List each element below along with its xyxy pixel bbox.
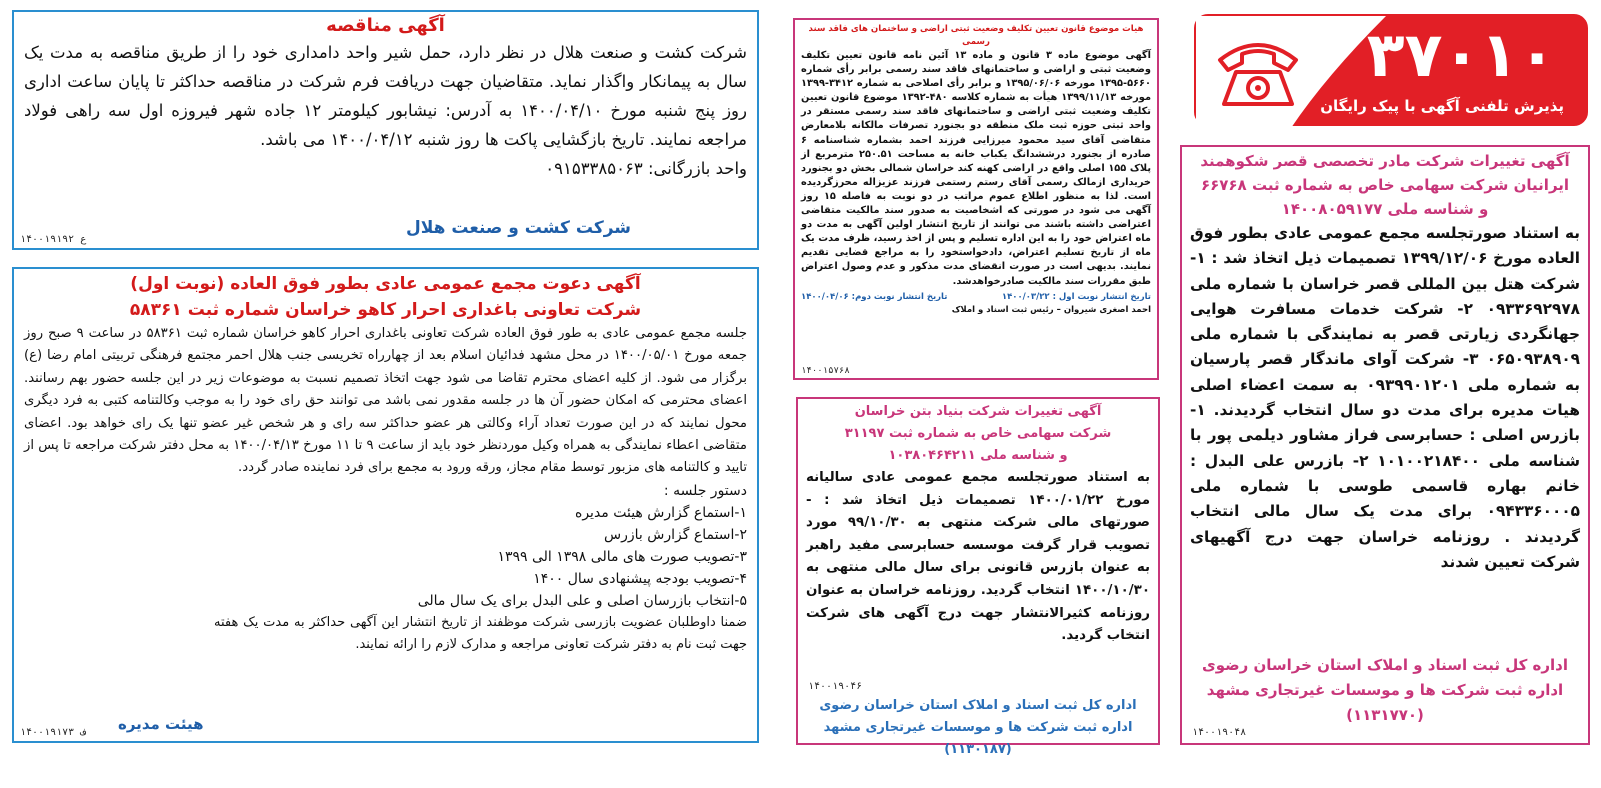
tender-title: آگهی مناقصه — [326, 15, 445, 36]
phone-banner — [1194, 14, 1588, 126]
property-body: آگهی موضوع ماده ۳ قانون و ماده ۱۳ آئین نامه قانون تعیین تکلیف وضعیت ثبتی و اراضی و ساختمانهای فاقد سند رسمی برابر رأی شماره ۵۶۶۰-۱۳۹۵ مورخه ۱۳۹۵/۰۶/۰۶ و برابر رأی اصلاحی به شماره ۳۴۱۲-۱۳۹۹ مورخه ۱۳۹۹/۱۱/۱۳ هیأت به شماره کلاسه ۴۸۰-۱۳۹۲ موضوع قانون تعیین تکلیف وضعیت ثبتی اراضی و ساختمانهای فاقد سند رسمی مستقر در واحد ثبتی حوزه ثبت ملک منطقه دو بجنورد تصرفات مالکانه بلامعارض متقاضی آقای سید محمود میرزایی فرزند احمد بشماره شناسنامه ۶ صادره از بجنورد درششدانگ یکباب خانه به مساحت ۲۵۰.۵۱ مترمربع از پلاک ۱۵۵ اصلی واقع در اراضی کهنه کند خراسان شمالی بخش دو بجنورد خریداری ازمالک رسمی آقای رستم رستمی فرزند عزیزاله محرزگردیده است. لذا به منظور اطلاع عموم مراتب در دو نوبت به فاصله ۱۵ روز آگهی می شود در صورتی که اشخاصیت به صدور سند مالکیت متقاضی اعتراضی داشته باشند می توانند از تاریخ انتشار اولین آگهی به مدت دو ماه اعتراض خود را به این اداره تسلیم و پس از اخذ رسید، ظرف مدت یک ماه از تاریخ تسلیم اعتراض، دادخواستخود را به مراجع قضایی تقدیم نمایند. بدیهی است در صورت انقضای مدت مذکور و عدم وصول اعتراض طبق مقررات سند مالکیت صادرخواهدشد. — [801, 50, 1152, 287]
tender-signature: شرکت کشت و صنعت هلال — [406, 218, 632, 238]
assembly-code: ۱۴۰۰۱۹۱۷۳ ف — [20, 727, 87, 738]
property-signer: احمد اصغری شیروان – رئیس ثبت اسناد و املاک — [951, 304, 1151, 315]
agenda-item: ۳-تصویب صورت های مالی ۱۳۹۸ الی ۱۳۹۹ — [497, 548, 747, 565]
bonyad-ad — [796, 397, 1160, 757]
agenda-item: ۴-تصویب بودجه پیشنهادی سال ۱۴۰۰ — [533, 570, 747, 587]
bonyad-office: اداره کل ثبت اسناد و املاک استان خراسان رضوی اداره ثبت شرکت ها و موسسات غیرتجاری مشهد (۱۱۳۰۱۸۷) — [819, 698, 1137, 757]
property-date-2: تاریخ انتشار نوبت دوم: ۱۴۰۰/۰۴/۰۶ — [801, 291, 948, 302]
tender-code: ۱۴۰۰۱۹۱۹۲ ع — [20, 234, 87, 245]
bonyad-code: ۱۴۰۰۱۹۰۴۶ — [808, 681, 863, 692]
agenda-list — [24, 502, 747, 612]
bonyad-body: به استناد صورتجلسه مجمع عمومی عادی سالیانه مورخ ۱۴۰۰/۰۱/۲۲ تصمیمات ذیل اتخاذ شد : - صورتهای مالی شرکت منتهی به ۹۹/۱۰/۳۰ مورد تصویب قرار گرفت موسسه حسابرسی مفید راهبر به عنوان بازرس قانونی برای سال مالی منتهی به ۱۴۰۰/۱۰/۳۰ انتخاب گردید. روزنامه خراسان به عنوان روزنامه کثیرالانتشار جهت درج آگهی های شرکت انتخاب گردید. — [806, 470, 1151, 644]
assembly-ad — [12, 267, 759, 743]
qasr-title-2: ایرانیان شرکت سهامی خاص به شماره ثبت ۶۶۷۶۸ — [1200, 176, 1570, 194]
agenda-item: ۱-استماع گزارش هیئت مدیره — [574, 504, 747, 521]
agenda-title: دستور جلسه : — [663, 482, 747, 499]
telephone-icon — [1210, 30, 1306, 110]
bonyad-title-3: و شناسه ملی ۱۰۳۸۰۴۶۴۲۱۱ — [888, 448, 1068, 463]
assembly-body: جلسه مجمع عمومی عادی به طور فوق العاده شرکت تعاونی باغداری احرار کاهو خراسان شماره ثبت ۵۸۳۶۱ در ساعت ۹ صبح روز جمعه مورخ ۱۴۰۰/۰۵/۰۱ در محل مشهد فدائیان اسلام بعد از چهارراه تخریسی جنب هلال احمر مجتمع فرهنگی تربیتی امام رضا (ع) برگزار می شود. از کلیه اعضای محترم تقاضا می شود جهت اتخاذ تصمیم نسبت به موضوعات زیر در این جلسه حضور بهم رسانند. اعضای محترمی که امکان حضور آن ها در جلسه مقدور نمی باشد می توانند حق رای خود را به موجب وکالتنامه کتبی به فرد دیگری محول نمایند که در این صورت تعداد آراء وکالتی هر عضو حداکثر سه رای و هر شخص غیر عضو تنها یک رای خواهد بود. اعضای متقاضی اعطاء نمایندگی به همراه وکیل موردنظر خود باید از ساعت ۹ تا ۱۱ مورخ ۱۴۰۰/۰۴/۱۳ به محل دفتر شرکت مراجعه تا پس از تایید و کالتنامه های مزبور توسط مقام مجاز، ورقه ورود به مجمع برای فرد نماینده صادر گردد. — [24, 326, 748, 476]
bonyad-title-1: آگهی تغییرات شرکت بنیاد بتن خراسان — [854, 404, 1102, 419]
qasr-code: ۱۴۰۰۱۹۰۴۸ — [1192, 727, 1247, 738]
banner-number: ۳۷۰۱۰ — [1366, 18, 1556, 91]
property-title: هیات موضوع قانون تعیین تکلیف وضعیت ثبتی اراضی و ساختمان های فاقد سند رسمی — [808, 24, 1144, 47]
assembly-signature: هیئت مدیره — [118, 715, 204, 733]
property-dates — [801, 291, 1151, 304]
banner-subtitle: پذیرش تلفنی آگهی با پیک رایگان — [1320, 97, 1564, 115]
agenda-item: ۲-استماع گزارش بازرس — [604, 526, 747, 543]
assembly-title-1: آگهی دعوت مجمع عمومی عادی بطور فوق العاده (نوبت اول) — [130, 274, 641, 294]
tender-ad — [12, 10, 759, 250]
property-code: ۱۴۰۰۱۵۷۶۸ — [801, 366, 850, 376]
agenda-item: ۵-انتخاب بازرسان اصلی و علی البدل برای یک سال مالی — [417, 592, 747, 609]
qasr-body: به استناد صورتجلسه مجمع عمومی عادی بطور فوق العاده مورخ ۱۳۹۹/۱۲/۰۶ تصمیمات ذیل اتخاذ شد : ۱- شرکت هتل بین المللی قصر خراسان با شماره ملی ۰۹۳۳۶۹۲۹۷۸ ۲- شرکت خدمات مسافرت هوایی جهانگردی زیارتی قصر به نمایندگی با شماره ملی ۰۶۵۰۹۳۸۹۰۹ ۳- شرکت آوای ماندگار قصر پارسیان به شماره ملی ۰۹۳۹۹۰۱۲۰۱ به سمت اعضاء اصلی هیات مدیره برای مدت دو سال انتخاب گردیدند. ۱- بازرس اصلی : حسابرسی فراز مشاور دیلمی پور با شناسه ملی ۱۰۱۰۰۲۱۸۴۰۰ ۲- بازرس علی البدل : خانم بهاره قاسمی طوسی با شماره ملی ۰۹۴۳۳۶۰۰۰۵ برای مدت یک سال مالی انتخاب گردیدند . روزنامه خراسان جهت درج آگهیهای شرکت تعیین شدند — [1190, 224, 1580, 571]
qasr-title-3: و شناسه ملی ۱۴۰۰۸۰۵۹۱۷۷ — [1281, 200, 1489, 218]
assembly-title-2: شرکت تعاونی باغداری احرار کاهو خراسان شماره ثبت ۵۸۳۶۱ — [129, 300, 642, 320]
bonyad-title-2: شرکت سهامی خاص به شماره ثبت ۳۱۱۹۷ — [844, 426, 1112, 441]
assembly-footer: ضمنا داوطلبان عضویت بازرسی شرکت موظفند از تاریخ انتشار این آگهی حداکثر به مدت یک هفته جهت ثبت نام به دفتر شرکت تعاونی مراجعه و مدارک لازم را ارائه نمایند. — [214, 614, 747, 652]
tender-body: شرکت کشت و صنعت هلال در نظر دارد، حمل شیر واحد دامداری خود را از طریق مناقصه به مدت یک سال به پیمانکار واگذار نماید. متقاضیان جهت دریافت فرم شرکت در مناقصه حداکثر تا پایان ساعت اداری روز پنج شنبه مورخ ۱۴۰۰/۰۴/۱۰ به آدرس: نیشابور کیلومتر ۱۲ جاده شهر فیروزه اول سه راهی فولاد مراجعه نمایند. تاریخ بازگشایی پاکت ها روز شنبه ۱۴۰۰/۰۴/۱۲ می باشد. — [24, 43, 747, 149]
tender-phone: واحد بازرگانی: ۰۹۱۵۳۳۸۵۰۶۳ — [545, 159, 747, 178]
qasr-office: اداره کل ثبت اسناد و املاک استان خراسان رضوی اداره ثبت شرکت ها و موسسات غیرتجاری مشهد (۱۱۳۱۷۷۰) — [1201, 656, 1569, 724]
property-notice — [793, 18, 1159, 380]
property-date-1: تاریخ انتشار نوبت اول : ۱۴۰۰/۰۳/۲۲ — [1001, 291, 1151, 302]
qasr-title-1: آگهی تغییرات شرکت مادر تخصصی قصر شکوهمند — [1200, 152, 1570, 170]
qasr-ad — [1180, 145, 1590, 745]
